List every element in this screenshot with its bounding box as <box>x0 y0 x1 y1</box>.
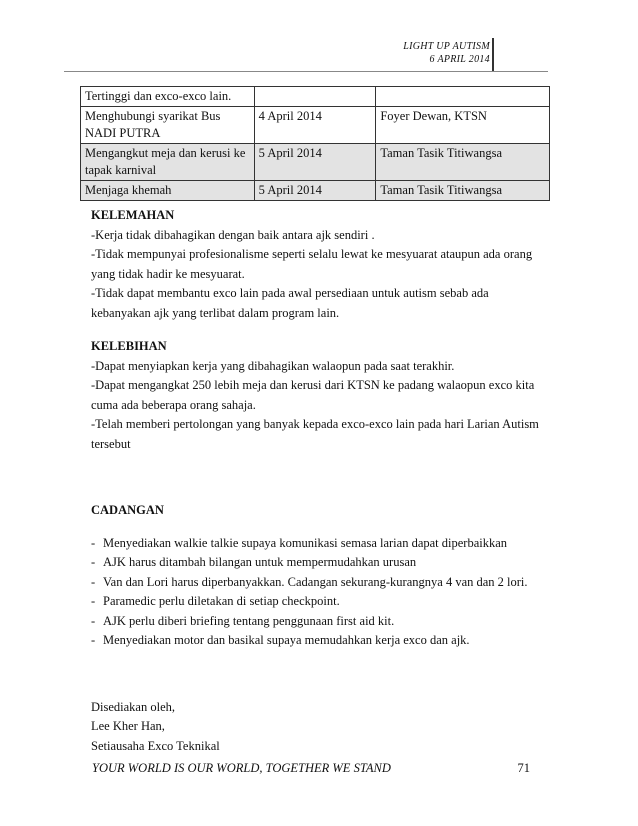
table-cell-location: Taman Tasik Titiwangsa <box>376 181 550 201</box>
section-kelemahan <box>91 206 551 323</box>
page-header <box>403 40 490 66</box>
page-footer <box>92 761 530 776</box>
list-item: -Dapat mengangkat 250 lebih meja dan kerusi dari KTSN ke padang walaopun exco kita cuma ada beberapa orang sahaja. <box>91 378 535 412</box>
section-kelebihan <box>91 337 551 454</box>
header-rule <box>64 71 548 72</box>
header-date: 6 APRIL 2014 <box>429 54 490 65</box>
list-item: - AJK perlu diberi briefing tentang penggunaan first aid kit. <box>91 612 551 632</box>
header-title: LIGHT UP AUTISM <box>403 41 490 52</box>
table-cell-task: Menjaga khemah <box>81 181 255 201</box>
table-row <box>81 107 550 144</box>
table-cell-date <box>254 87 376 107</box>
list-item: -Tidak dapat membantu exco lain pada awal persediaan untuk autism sebab ada kebanyakan ajk yang terlibat dalam program lain. <box>91 286 489 320</box>
section-heading: CADANGAN <box>91 503 164 517</box>
list-item: -Dapat menyiapkan kerja yang dibahagikan walaopun pada saat terakhir. <box>91 358 455 373</box>
list-item: - Van dan Lori harus diperbanyakkan. Cadangan sekurang-kurangnya 4 van dan 2 lori. <box>91 573 551 593</box>
task-table <box>80 86 550 201</box>
list-item: - Menyediakan motor dan basikal supaya memudahkan kerja exco dan ajk. <box>91 631 551 651</box>
table-row <box>81 87 550 107</box>
signature-prepared-by: Disediakan oleh, <box>91 699 176 714</box>
table-cell-location <box>376 87 550 107</box>
list-item: -Kerja tidak dibahagikan dengan baik antara ajk sendiri . <box>91 227 375 242</box>
list-item: - Menyediakan walkie talkie supaya komunikasi semasa larian dapat diperbaikkan <box>91 534 551 554</box>
table-cell-task: Tertinggi dan exco-exco lain. <box>81 87 255 107</box>
header-divider <box>492 38 494 72</box>
table-cell-date: 5 April 2014 <box>254 181 376 201</box>
section-heading: KELEBIHAN <box>91 339 167 353</box>
table-row <box>81 144 550 181</box>
signature-block <box>91 698 551 757</box>
table-cell-location: Foyer Dewan, KTSN <box>376 107 550 144</box>
table-cell-task: Mengangkut meja dan kerusi ke tapak karnival <box>81 144 255 181</box>
signature-role: Setiausaha Exco Teknikal <box>91 738 220 753</box>
section-cadangan <box>91 501 551 651</box>
footer-motto: YOUR WORLD IS OUR WORLD, TOGETHER WE STAND <box>92 761 391 775</box>
table-cell-task: Menghubungi syarikat Bus NADI PUTRA <box>81 107 255 144</box>
page-number: 71 <box>517 761 530 775</box>
cadangan-list <box>91 534 551 651</box>
table-cell-date: 5 April 2014 <box>254 144 376 181</box>
report-body <box>91 206 551 756</box>
table-cell-date: 4 April 2014 <box>254 107 376 144</box>
list-item: - Paramedic perlu diletakan di setiap checkpoint. <box>91 592 551 612</box>
list-item: -Telah memberi pertolongan yang banyak kepada exco-exco lain pada hari Larian Autism tersebut <box>91 417 539 451</box>
list-item: -Tidak mempunyai profesionalisme seperti selalu lewat ke mesyuarat ataupun ada orang yang tidak hadir ke mesyuarat. <box>91 247 533 281</box>
table-row <box>81 181 550 201</box>
list-item: - AJK harus ditambah bilangan untuk mempermudahkan urusan <box>91 553 551 573</box>
signature-name: Lee Kher Han, <box>91 719 165 733</box>
section-heading: KELEMAHAN <box>91 208 175 222</box>
table-cell-location: Taman Tasik Titiwangsa <box>376 144 550 181</box>
